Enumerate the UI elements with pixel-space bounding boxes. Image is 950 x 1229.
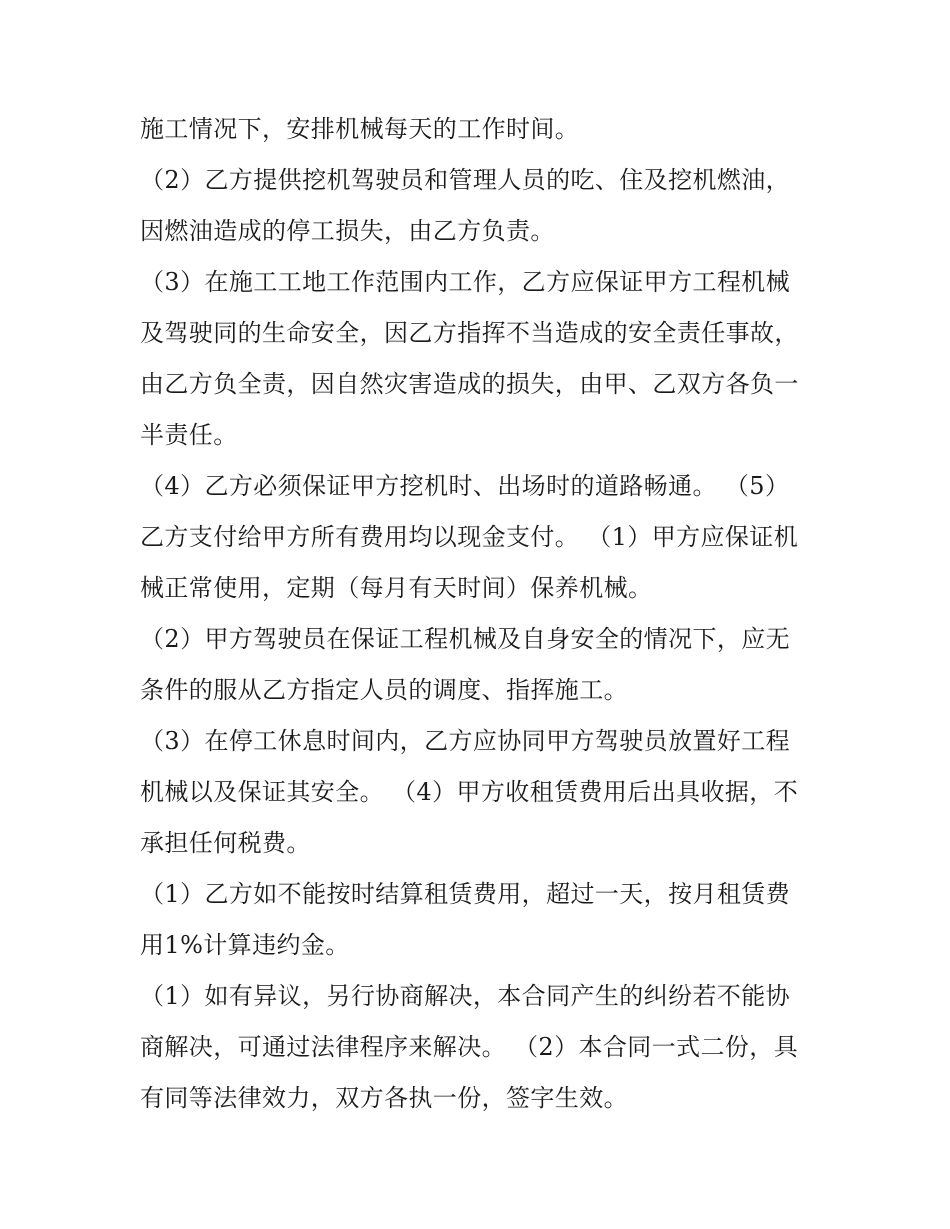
text-line: 条件的服从乙方指定人员的调度、指挥施工。 bbox=[140, 676, 628, 704]
text-line: 商解决，可通过法律程序来解决。 （2）本合同一式二份，具 bbox=[140, 1033, 799, 1061]
text-line: 承担任何税费。 bbox=[140, 829, 311, 857]
text-line: （1）乙方如不能按时结算租赁费用，超过一天，按月租赁费 bbox=[140, 880, 791, 908]
text-line: 乙方支付给甲方所有费用均以现金支付。 （1）甲方应保证机 bbox=[140, 523, 799, 551]
text-line: （3）在施工工地工作范围内工作，乙方应保证甲方工程机械 bbox=[140, 268, 791, 296]
text-line: 用1%计算违约金。 bbox=[140, 931, 350, 959]
text-line: 机械以及保证其安全。 （4）甲方收租赁费用后出具收据，不 bbox=[140, 778, 799, 806]
contract-text bbox=[140, 104, 820, 1124]
text-line: 有同等法律效力，双方各执一份，签字生效。 bbox=[140, 1084, 628, 1112]
text-line: （2）乙方提供挖机驾驶员和管理人员的吃、住及挖机燃油， bbox=[140, 166, 791, 194]
text-line: （1）如有异议，另行协商解决，本合同产生的纠纷若不能协 bbox=[140, 982, 791, 1010]
text-line: （2）甲方驾驶员在保证工程机械及自身安全的情况下，应无 bbox=[140, 625, 791, 653]
text-line: 因燃油造成的停工损失，由乙方负责。 bbox=[140, 217, 555, 245]
text-line: 械正常使用，定期（每月有天时间）保养机械。 bbox=[140, 574, 653, 602]
text-line: 施工情况下，安排机械每天的工作时间。 bbox=[140, 115, 580, 143]
text-line: （4）乙方必须保证甲方挖机时、出场时的道路畅通。 （5） bbox=[140, 472, 790, 500]
text-line: （3）在停工休息时间内，乙方应协同甲方驾驶员放置好工程 bbox=[140, 727, 791, 755]
text-line: 半责任。 bbox=[140, 421, 238, 449]
text-line: 由乙方负全责，因自然灾害造成的损失，由甲、乙双方各负一 bbox=[140, 370, 799, 398]
text-line: 及驾驶同的生命安全，因乙方指挥不当造成的安全责任事故， bbox=[140, 319, 799, 347]
